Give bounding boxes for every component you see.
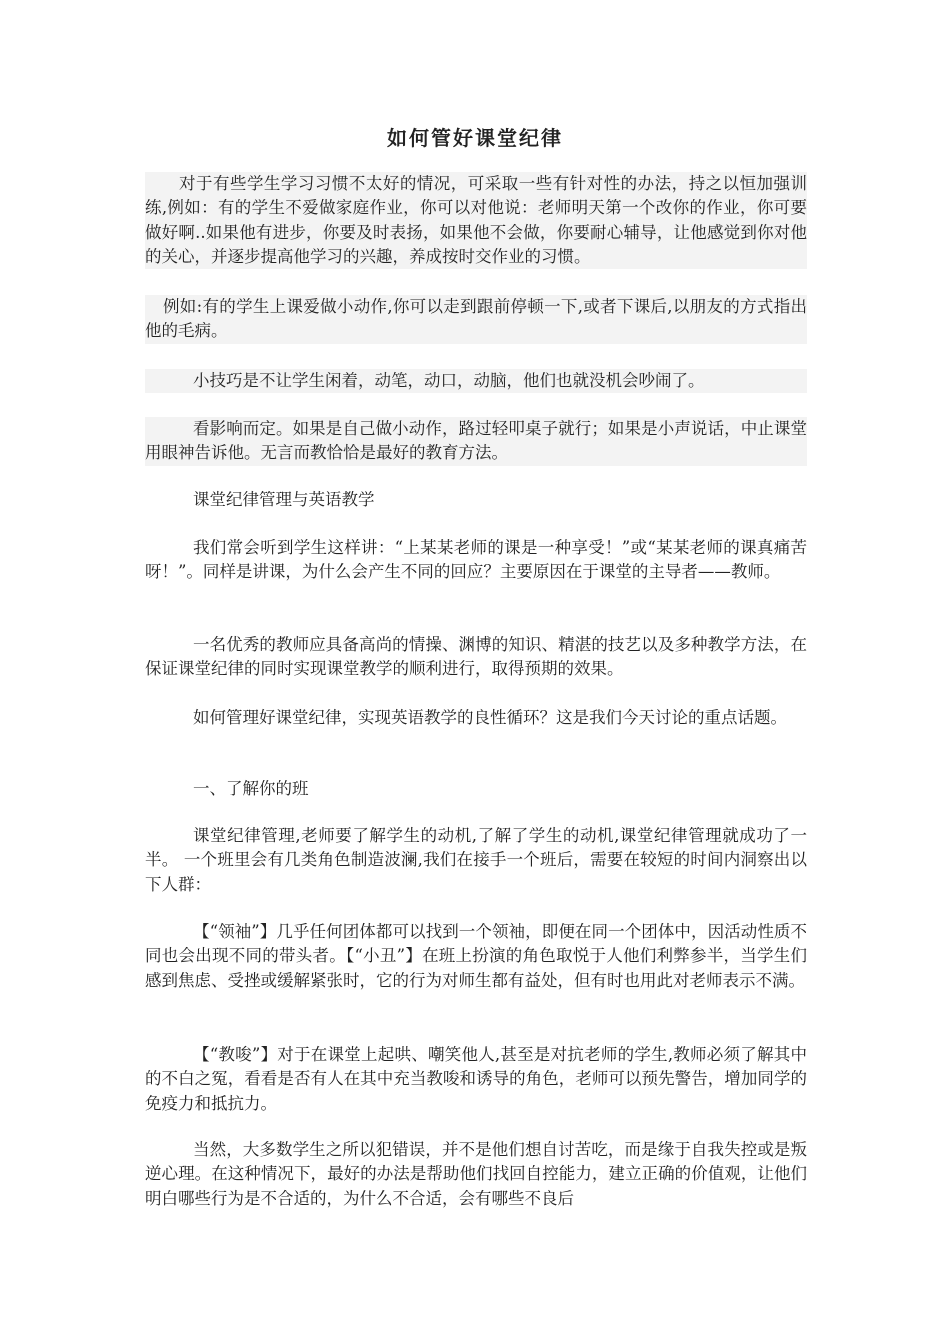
section-heading-1: 课堂纪律管理与英语教学 bbox=[193, 490, 375, 509]
paragraph-7: 如何管理好课堂纪律，实现英语教学的良性循环？这是我们今天讨论的重点话题。 bbox=[193, 708, 787, 727]
paragraph-4: 看影响而定。如果是自己做小动作，路过轻叩桌子就行；如果是小声说话，中止课堂用眼神告诉他。无言而教恰恰是最好的教育方法。 bbox=[145, 417, 807, 466]
paragraph-2: 例如:有的学生上课爱做小动作,你可以走到跟前停顿一下,或者下课后,以朋友的方式指出他的毛病。 bbox=[145, 295, 807, 344]
paragraph-3: 小技巧是不让学生闲着，动笔，动口，动脑，他们也就没机会吵闹了。 bbox=[145, 369, 807, 393]
paragraph-1: 对于有些学生学习习惯不太好的情况，可采取一些有针对性的办法，持之以恒加强训练,例如：有的学生不爱做家庭作业，你可以对他说：老师明天第一个改你的作业，你可要做好啊..如果他有进步，你要及时表扬，如果他不会做，你要耐心辅导，让他感觉到你对他的关心，并逐步提高他学习的兴趣，养成按时交作业的习惯。 bbox=[145, 172, 807, 269]
paragraph-6: 一名优秀的教师应具备高尚的情操、渊博的知识、精湛的技艺以及多种教学方法，在保证课堂纪律的同时实现课堂教学的顺利进行，取得预期的效果。 bbox=[145, 635, 807, 679]
paragraph-10: 【“教唆”】对于在课堂上起哄、嘲笑他人,甚至是对抗老师的学生,教师必须了解其中的不白之冤，看看是否有人在其中充当教唆和诱导的角色，老师可以预先警告，增加同学的免疫力和抵抗力。 bbox=[145, 1045, 807, 1113]
paragraph-9: 【“领袖”】几乎任何团体都可以找到一个领袖，即便在同一个团体中，因活动性质不同也会出现不同的带头者。【“小丑”】在班上扮演的角色取悦于人他们利弊参半，当学生们感到焦虑、受挫或缓解紧张时，它的行为对师生都有益处，但有时也用此对老师表示不满。 bbox=[145, 922, 807, 990]
paragraph-8: 课堂纪律管理,老师要了解学生的动机,了解了学生的动机,课堂纪律管理就成功了一半。 一个班里会有几类角色制造波澜,我们在接手一个班后，需要在较短的时间内洞察出以下人群： bbox=[145, 826, 807, 894]
paragraph-11: 当然，大多数学生之所以犯错误，并不是他们想自讨苦吃，而是缘于自我失控或是叛逆心理。在这种情况下，最好的办法是帮助他们找回自控能力，建立正确的价值观，让他们明白哪些行为是不合适的，为什么不合适，会有哪些不良后 bbox=[145, 1140, 807, 1208]
paragraph-5: 我们常会听到学生这样讲：“上某某老师的课是一种享受！”或“某某老师的课真痛苦呀！”。同样是讲课，为什么会产生不同的回应？主要原因在于课堂的主导者——教师。 bbox=[145, 538, 807, 582]
section-heading-2: 一、了解你的班 bbox=[193, 779, 309, 798]
document-title: 如何管好课堂纪律 bbox=[387, 126, 563, 150]
